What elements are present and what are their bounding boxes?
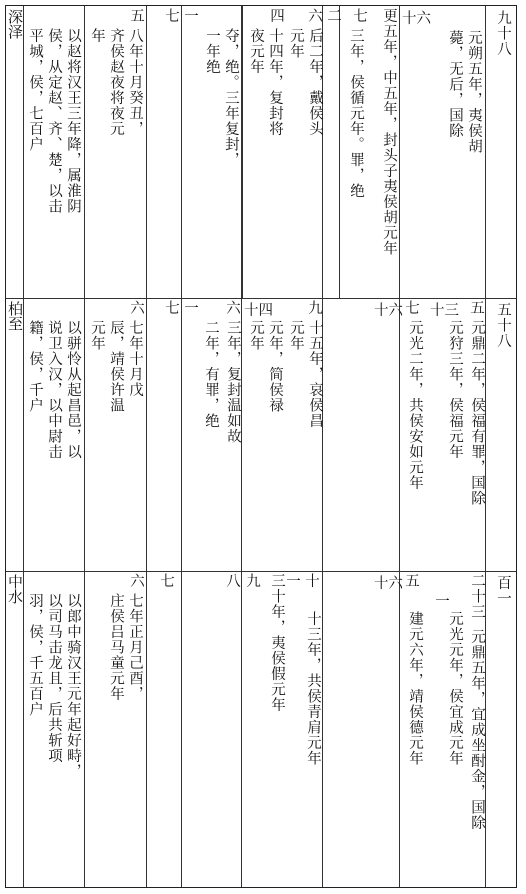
years-count: 一 <box>182 300 198 316</box>
merit-text: 以郎中骑汉王元年起好畤，以司马击龙且，后共斩项羽，侯，千五百户 <box>27 593 81 779</box>
years-count: 六 <box>128 300 144 316</box>
years-count: 十六 <box>402 11 431 27</box>
years-count: 十六 <box>374 303 403 319</box>
gaohou-restore-text: 三年，复封温如故 <box>225 320 241 444</box>
years-count: 六 <box>306 8 322 24</box>
years-count: 七 <box>158 573 174 589</box>
years-count: 六 <box>224 300 240 316</box>
years-count: 六 <box>128 573 144 589</box>
table-row <box>6 298 518 571</box>
historical-table <box>5 5 517 888</box>
years-count: 十六 <box>374 576 403 592</box>
fief-name: 中水 <box>6 574 24 604</box>
rank-number: 五十八 <box>495 302 511 349</box>
years-count: 七 <box>351 8 367 24</box>
wudi-yuanding-text: 元鼎二年，侯福有罪，国除 <box>469 320 485 506</box>
wendi-later-text: 十五年，哀侯昌元年 <box>288 320 323 429</box>
years-count: 五 <box>468 300 484 316</box>
merit-text: 以骈怜从起昌邑，以说卫入汉，以中尉击籍，侯，千户 <box>27 320 81 460</box>
merit-text: 以赵将汉王三年降，属淮阴侯，从定赵、齐、楚，以击平城，侯，七百户 <box>27 28 81 214</box>
table-row <box>6 6 518 298</box>
wudi-yuanshou-text: 元狩三年，侯福元年 <box>447 320 463 460</box>
wudi-jianyuan-text: 建元六年，靖侯德元年 <box>407 611 423 766</box>
gaozu-text: 七年十月戊辰，靖侯许温元年 <box>89 320 143 413</box>
gaohou-text: 二年，有罪，绝 <box>203 320 219 429</box>
rank-number: 九十八 <box>495 10 511 57</box>
years-count: 八 <box>224 573 240 589</box>
wendi-text: 元年，简侯禄元年 <box>248 320 283 413</box>
fief-name: 深泽 <box>6 9 24 39</box>
wudi-yuanguang-text: 元光元年，侯宜成元年 <box>447 611 463 766</box>
jingdi-text: 三年，侯循元年。罪，绝 <box>348 28 364 199</box>
gaozu-text: 七年正月己酉，庄侯吕马童元年 <box>108 593 143 702</box>
wendi-text: 十四年，复封将夜元年 <box>248 28 283 137</box>
years-count: 七 <box>163 8 179 24</box>
years-count: 九 <box>306 300 322 316</box>
years-count: 五 <box>128 8 144 24</box>
wudi-text: 元光二年，共侯安如元年 <box>407 320 423 491</box>
wendi-later-text: 后二年，戴侯头元年 <box>288 28 323 137</box>
wendi-later-text: 十三年，共侯青肩元年 <box>305 611 321 766</box>
rank-number: 百一 <box>495 575 511 606</box>
gaohou-text: 夺，绝。三年复封，一年绝 <box>204 28 239 168</box>
years-count: 五 <box>403 573 419 589</box>
years-count: 一 <box>182 8 198 24</box>
gaozu-text: 八年十月癸丑，齐侯赵夜将夜元年 <box>89 28 143 137</box>
years-count: 九 <box>244 573 260 589</box>
years-count: 七 <box>403 300 419 316</box>
wudi-text: 元朔五年，夷侯胡薨，无后，国除 <box>447 30 482 154</box>
years-count: 二十三 <box>469 573 485 620</box>
years-count: 七 <box>163 300 179 316</box>
jingdi-later-text: 更五年，中五年，封头子夷侯胡元年 <box>381 8 397 256</box>
years-count: 一 <box>433 593 449 609</box>
fief-name: 柏至 <box>6 301 24 331</box>
years-count: 十四 <box>244 303 273 319</box>
years-count: 四 <box>268 8 284 24</box>
wendi-text: 三十年，夷侯假元年 <box>269 573 285 713</box>
table-row <box>6 571 518 889</box>
years-count: 十一 <box>284 573 319 589</box>
years-count: 十三 <box>430 303 459 319</box>
wudi-yuanding-text: 元鼎五年，宜成坐酎金，国除 <box>469 629 485 831</box>
years-count: 二 <box>325 8 341 24</box>
